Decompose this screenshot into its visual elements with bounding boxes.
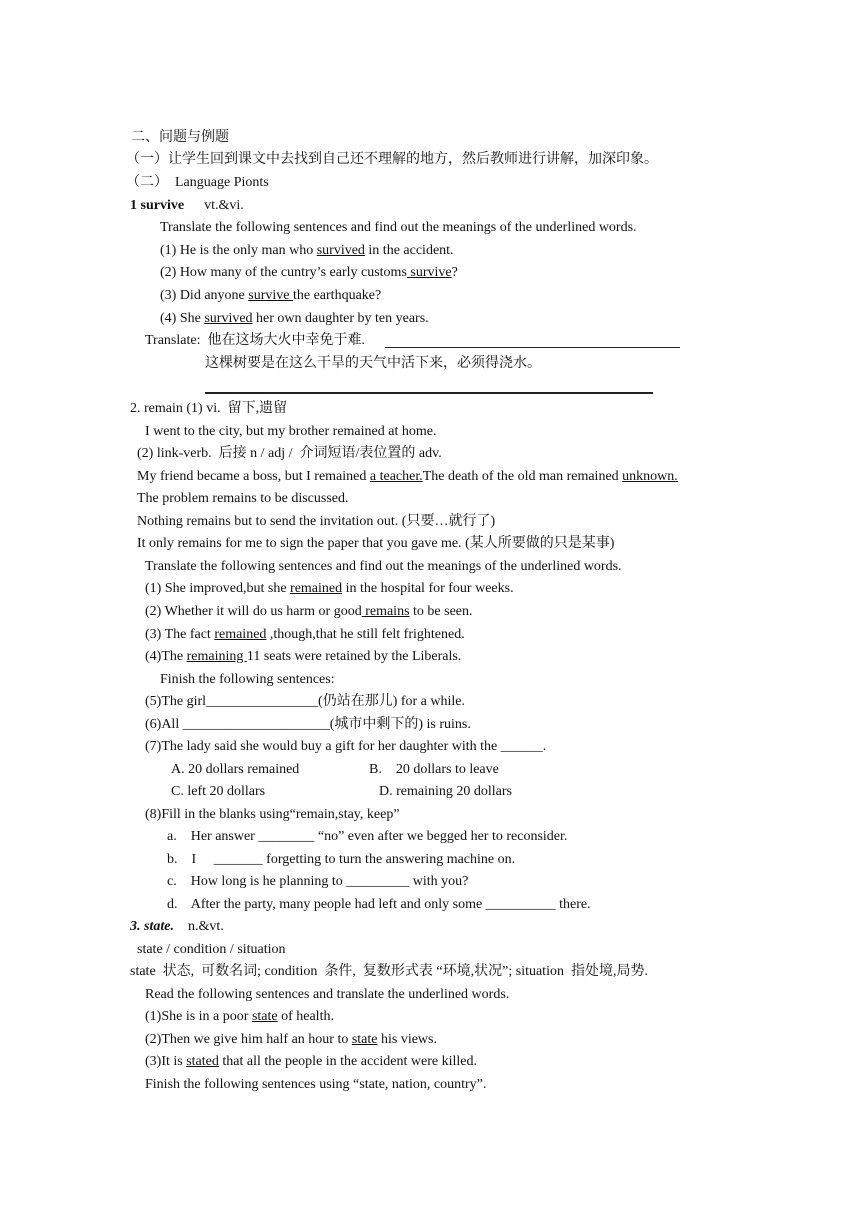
remain-example-3: The problem remains to be discussed. [137, 491, 349, 506]
remain-heading: 2. remain (1) vi. 留下,遗留 [130, 401, 288, 416]
remain-finish-6: (6)All _____________________(城市中剩下的) is ruins. [145, 717, 471, 732]
remain-sentence-4: (4)The remaining 11 seats were retained by the Liberals. [145, 649, 462, 664]
state-instruction: Read the following sentences and translate the underlined words. [145, 987, 510, 1002]
underlined-word: remained [290, 581, 343, 596]
option-a: A. 20 dollars remained [171, 762, 300, 777]
fill-item-c: c. How long is he planning to _________ with you? [167, 874, 469, 889]
remain-finish-7: (7)The lady said she would buy a gift for her daughter with the ______. [145, 739, 547, 754]
underlined-word: survived [204, 311, 253, 326]
underlined-word: stated [186, 1054, 219, 1069]
state-sentence-1: (1)She is in a poor state of health. [145, 1009, 334, 1024]
subsection-2: （二） Language Pionts [126, 175, 269, 190]
underlined-word: survive [248, 288, 293, 303]
state-finish-instruction: Finish the following sentences using “state, nation, country”. [145, 1077, 487, 1092]
survive-sentence-1: (1) He is the only man who survived in the accident. [160, 243, 454, 258]
answer-line[interactable] [205, 392, 653, 394]
answer-line[interactable] [385, 347, 680, 348]
fill-item-d: d. After the party, many people had left and only some __________ there. [167, 897, 591, 912]
survive-word: 1 survive [130, 198, 185, 213]
state-word: 3. state. [130, 919, 174, 934]
remain-sentence-2: (2) Whether it will do us harm or good remains to be seen. [145, 604, 473, 619]
state-definition: state 状态, 可数名词; condition 条件, 复数形式表 “环境,状况”; situation 指处境,局势. [130, 964, 648, 979]
underlined-word: survived [316, 243, 365, 258]
remain-fill-instruction: (8)Fill in the blanks using“remain,stay, keep” [145, 807, 400, 822]
remain-sentence-3: (3) The fact remained ,though,that he still felt frightened. [145, 627, 465, 642]
subsection-1: （一）让学生回到课文中去找到自己还不理解的地方，然后教师进行讲解，加深印象。 [126, 152, 658, 167]
remain-instruction: Translate the following sentences and find out the meanings of the underlined words. [145, 559, 622, 574]
remain-finish-5: (5)The girl________________(仍站在那儿) for a while. [145, 694, 465, 709]
survive-translate-line2: 这棵树要是在这么干旱的天气中活下来，必须得浇水。 [205, 356, 541, 371]
section-title: 二、问题与例题 [131, 130, 229, 145]
underlined-word: unknown. [622, 469, 678, 484]
remain-link-verb: (2) link-verb. 后接 n / adj / 介词短语/表位置的 adv. [137, 446, 442, 461]
survive-translate-label: Translate: 他在这场大火中幸免于难. [145, 333, 365, 348]
remain-example-2: My friend became a boss, but I remained a teacher.The death of the old man remained unknown. [137, 469, 678, 484]
option-d: D. remaining 20 dollars [379, 784, 512, 799]
underlined-word: state [351, 1032, 378, 1047]
remain-example-5: It only remains for me to sign the paper that you gave me. (某人所要做的只是某事) [137, 536, 615, 551]
fill-item-b: b. I _______ forgetting to turn the answering machine on. [167, 852, 516, 867]
option-c: C. left 20 dollars [171, 784, 266, 799]
state-subheading: state / condition / situation [137, 942, 286, 957]
state-heading [130, 918, 224, 936]
state-pos: n.&vt. [187, 919, 224, 934]
survive-instruction: Translate the following sentences and find out the meanings of the underlined words. [160, 220, 637, 235]
underlined-word: state [251, 1009, 278, 1024]
survive-sentence-4: (4) She survived her own daughter by ten years. [160, 311, 429, 326]
state-sentence-3: (3)It is stated that all the people in the accident were killed. [145, 1054, 477, 1069]
remain-sentence-1: (1) She improved,but she remained in the hospital for four weeks. [145, 581, 514, 596]
fill-item-a: a. Her answer ________ “no” even after we begged her to reconsider. [167, 829, 568, 844]
survive-pos: vt.&vi. [204, 198, 244, 213]
underlined-word: survive [406, 265, 452, 280]
underlined-word: remains [361, 604, 410, 619]
option-b: B. 20 dollars to leave [369, 762, 499, 777]
remain-finish-instruction: Finish the following sentences: [160, 672, 335, 687]
underlined-word: a teacher. [369, 469, 423, 484]
survive-heading [130, 197, 244, 215]
survive-sentence-3: (3) Did anyone survive the earthquake? [160, 288, 382, 303]
underlined-word: remaining [186, 649, 247, 664]
remain-example-1: I went to the city, but my brother remained at home. [145, 424, 437, 439]
underlined-word: remained [214, 627, 267, 642]
state-sentence-2: (2)Then we give him half an hour to state his views. [145, 1032, 437, 1047]
remain-example-4: Nothing remains but to send the invitation out. (只要…就行了) [137, 514, 496, 529]
survive-sentence-2: (2) How many of the cuntry’s early customs survive? [160, 265, 458, 280]
